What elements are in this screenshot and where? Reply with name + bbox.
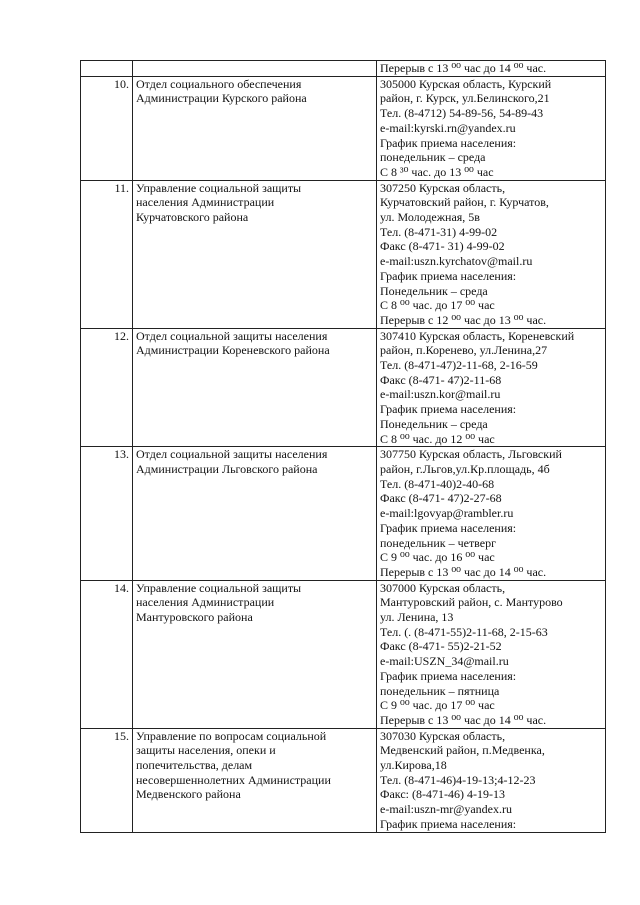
org-name-cell bbox=[133, 76, 377, 180]
contact-info-cell bbox=[377, 447, 606, 580]
info-line: С 8 ³⁰ час. до 13 ⁰⁰ час bbox=[380, 164, 494, 179]
info-line: ул. Молодежная, 5в bbox=[380, 210, 480, 225]
info-line: Факс (8-471- 47)2-27-68 bbox=[380, 491, 502, 506]
org-name-line: несовершеннолетних Администрации bbox=[136, 772, 331, 787]
info-line: Понедельник – среда bbox=[380, 283, 488, 298]
info-line: График приема населения: bbox=[380, 668, 517, 683]
contact-info-cell bbox=[377, 728, 606, 832]
info-line: понедельник – четверг bbox=[380, 535, 497, 550]
info-line: понедельник – пятница bbox=[380, 683, 500, 698]
table-row bbox=[81, 76, 606, 180]
table-row-continued bbox=[81, 61, 606, 77]
info-line: График приема населения: bbox=[380, 402, 517, 417]
row-number-cell bbox=[81, 76, 133, 180]
org-name-cell bbox=[133, 328, 377, 447]
info-line: район, г.Льгов,ул.Кр.площадь, 4б bbox=[380, 461, 550, 476]
info-line: Медвенский район, п.Медвенка, bbox=[380, 743, 545, 758]
info-line: Факс (8-471- 55)2-21-52 bbox=[380, 639, 502, 654]
info-line: С 8 ⁰⁰ час. до 12 ⁰⁰ час bbox=[380, 431, 495, 446]
contact-info-cell bbox=[377, 61, 606, 77]
info-line: понедельник – среда bbox=[380, 150, 486, 165]
info-line: Факс: (8-471-46) 4-19-13 bbox=[380, 787, 505, 802]
info-line: Понедельник – среда bbox=[380, 416, 488, 431]
info-line: 307030 Курская область, bbox=[380, 728, 506, 743]
row-number: 10. bbox=[114, 76, 129, 91]
info-line: С 9 ⁰⁰ час. до 16 ⁰⁰ час bbox=[380, 550, 495, 565]
org-name-line: Администрации Кореневского района bbox=[136, 343, 330, 358]
info-line: Факс (8-471- 47)2-11-68 bbox=[380, 372, 502, 387]
info-line: 307410 Курская область, Кореневский bbox=[380, 328, 575, 343]
row-number-cell bbox=[81, 61, 133, 77]
org-name-line: Отдел социальной защиты населения bbox=[136, 328, 328, 343]
org-name-cell bbox=[133, 447, 377, 580]
info-line: 307000 Курская область, bbox=[380, 580, 506, 595]
row-number: 15. bbox=[114, 728, 129, 743]
table-row bbox=[81, 447, 606, 580]
info-line: 305000 Курская область, Курский bbox=[380, 76, 552, 91]
info-line: Перерыв с 13 ⁰⁰ час до 14 ⁰⁰ час. bbox=[380, 61, 547, 75]
info-line: Перерыв с 13 ⁰⁰ час до 14 ⁰⁰ час. bbox=[380, 712, 547, 727]
row-number-cell bbox=[81, 728, 133, 832]
contact-info-cell bbox=[377, 76, 606, 180]
info-line: Мантуровский район, с. Мантурово bbox=[380, 595, 563, 610]
departments-table bbox=[80, 60, 606, 833]
org-name-line: Медвенского района bbox=[136, 787, 241, 802]
row-number-cell bbox=[81, 180, 133, 328]
org-name-cell bbox=[133, 580, 377, 728]
info-line: Тел. (8-471-46)4-19-13;4-12-23 bbox=[380, 772, 536, 787]
info-line: Тел. (8-471-31) 4-99-02 bbox=[380, 224, 498, 239]
row-number-cell bbox=[81, 447, 133, 580]
org-name-line: защиты населения, опеки и bbox=[136, 743, 276, 758]
row-number-cell bbox=[81, 328, 133, 447]
org-name-line: Управление социальной защиты bbox=[136, 180, 302, 195]
info-line: Факс (8-471- 31) 4-99-02 bbox=[380, 239, 505, 254]
row-number: 11. bbox=[114, 180, 129, 195]
info-line: С 9 ⁰⁰ час. до 17 ⁰⁰ час bbox=[380, 698, 495, 713]
info-line: e-mail:uszn.kor@mail.ru bbox=[380, 387, 501, 402]
info-line: Перерыв с 12 ⁰⁰ час до 13 ⁰⁰ час. bbox=[380, 312, 547, 327]
info-line: Тел. (. (8-471-55)2-11-68, 2-15-63 bbox=[380, 624, 548, 639]
contact-info-cell bbox=[377, 180, 606, 328]
info-line: Тел. (8-471-47)2-11-68, 2-16-59 bbox=[380, 358, 538, 373]
info-line: Курчатовский район, г. Курчатов, bbox=[380, 195, 549, 210]
table-row bbox=[81, 580, 606, 728]
org-name-line: Администрации Курского района bbox=[136, 91, 307, 106]
info-line: Перерыв с 13 ⁰⁰ час до 14 ⁰⁰ час. bbox=[380, 564, 547, 579]
info-line: район, г. Курск, ул.Белинского,21 bbox=[380, 91, 550, 106]
info-line: С 8 ⁰⁰ час. до 17 ⁰⁰ час bbox=[380, 298, 495, 313]
org-name-line: населения Администрации bbox=[136, 595, 275, 610]
info-line: e-mail:uszn-mr@yandex.ru bbox=[380, 802, 513, 817]
info-line: График приема населения: bbox=[380, 268, 517, 283]
row-number: 12. bbox=[114, 328, 129, 343]
info-line: ул.Кирова,18 bbox=[380, 758, 447, 773]
info-line: e-mail:USZN_34@mail.ru bbox=[380, 654, 509, 669]
org-name-line: попечительства, делам bbox=[136, 758, 253, 773]
info-line: Тел. (8-4712) 54-89-56, 54-89-43 bbox=[380, 106, 544, 121]
info-line: район, п.Коренево, ул.Ленина,27 bbox=[380, 343, 548, 358]
info-line: e-mail:uszn.kyrchatov@mail.ru bbox=[380, 254, 533, 269]
org-name-line: Курчатовского района bbox=[136, 210, 249, 225]
org-name-line: Управление по вопросам социальной bbox=[136, 728, 327, 743]
org-name-cell bbox=[133, 728, 377, 832]
org-name-line: Отдел социальной защиты населения bbox=[136, 447, 328, 462]
info-line: e-mail:kyrski.rn@yandex.ru bbox=[380, 120, 516, 135]
org-name-line: Мантуровского района bbox=[136, 610, 253, 625]
table-body bbox=[81, 61, 606, 833]
org-name-line: населения Администрации bbox=[136, 195, 275, 210]
row-number: 13. bbox=[114, 447, 129, 462]
info-line: Тел. (8-471-40)2-40-68 bbox=[380, 476, 495, 491]
info-line: 307250 Курская область, bbox=[380, 180, 506, 195]
org-name-line: Отдел социального обеспечения bbox=[136, 76, 302, 91]
row-number: 14. bbox=[114, 580, 129, 595]
org-name-line: Управление социальной защиты bbox=[136, 580, 302, 595]
org-name-cell bbox=[133, 180, 377, 328]
info-line: 307750 Курская область, Льговский bbox=[380, 447, 562, 462]
table-row bbox=[81, 180, 606, 328]
table-row bbox=[81, 728, 606, 832]
table-row bbox=[81, 328, 606, 447]
info-line: График приема населения: bbox=[380, 520, 517, 535]
org-name-line: Администрации Льговского района bbox=[136, 461, 318, 476]
row-number-cell bbox=[81, 580, 133, 728]
info-line: e-mail:lgovyap@rambler.ru bbox=[380, 506, 514, 521]
info-line: График приема населения: bbox=[380, 135, 517, 150]
contact-info-cell bbox=[377, 328, 606, 447]
info-line: График приема населения: bbox=[380, 816, 517, 831]
org-name-cell bbox=[133, 61, 377, 77]
contact-info-cell bbox=[377, 580, 606, 728]
info-line: ул. Ленина, 13 bbox=[380, 610, 454, 625]
